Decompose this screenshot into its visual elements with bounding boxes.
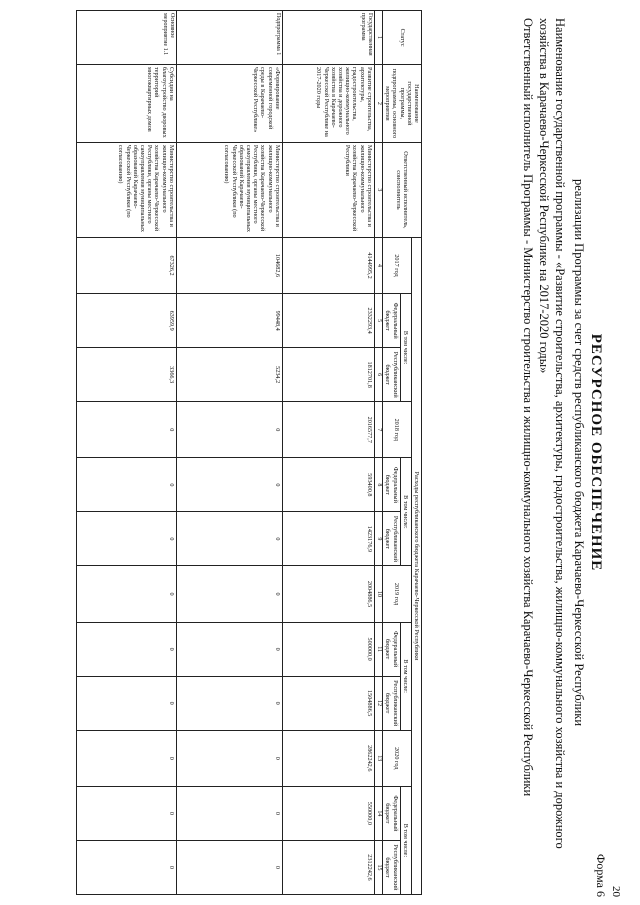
header-year-2019: 2019 год	[382, 566, 411, 622]
header-responsible: Ответственный исполнитель, соисполнитель	[382, 142, 421, 237]
value-2017-total: 4144995,2	[282, 237, 374, 293]
col-number: 15	[374, 840, 382, 894]
value-2019-federal: 0	[76, 622, 176, 676]
row-responsible: Министерство строительства и жилищно-коммунального хозяйства Карачаево-Черкесской Республики, органы местного самоуправления муниципальных образований Карачаево-Черкесской Республики (по согласованию)	[176, 142, 282, 237]
header-republican-2020: Республиканский бюджет	[382, 840, 400, 894]
value-2017-federal: 99448,4	[176, 294, 282, 348]
header-year-2017: 2017 год	[382, 237, 411, 293]
col-number: 6	[374, 348, 382, 402]
col-number: 12	[374, 676, 382, 730]
table-row	[282, 11, 374, 895]
header-republican-2017: Республиканский бюджет	[382, 348, 400, 402]
header-status: Статус	[382, 11, 421, 65]
value-2020-republican: 0	[176, 840, 282, 894]
header-including-2018: В том числе:	[401, 458, 412, 566]
header-republican-2019: Республиканский бюджет	[382, 676, 400, 730]
value-2020-federal: 550000,0	[282, 786, 374, 840]
value-2018-federal: 593400,8	[282, 458, 374, 512]
col-number: 2	[374, 65, 382, 143]
value-2017-total: 67326,2	[76, 237, 176, 293]
col-number: 8	[374, 458, 382, 512]
table-row	[176, 11, 282, 895]
value-2017-republican: 1812701,8	[282, 348, 374, 402]
col-number: 9	[374, 512, 382, 566]
program-name: Наименование государственной программы - «Развитие строительства, архитектуры, градостроительства, жилищно-коммунального хозяйства и дорожного хозяйства в Карачаево-Черкесской Республике на 2017-2020 годы»	[537, 18, 567, 849]
header-republican-2018: Республиканский бюджет	[382, 512, 400, 566]
value-2020-federal: 0	[176, 786, 282, 840]
document-title: РЕСУРСНОЕ ОБЕСПЕЧЕНИЕ	[588, 333, 604, 572]
header-year-2018: 2018 год	[382, 402, 411, 458]
value-2020-total: 0	[76, 730, 176, 786]
value-2017-federal: 2332293,4	[282, 294, 374, 348]
value-2017-federal: 63959,9	[76, 294, 176, 348]
page-number: 20	[610, 886, 622, 897]
col-number: 10	[374, 566, 382, 622]
value-2019-republican: 0	[76, 676, 176, 730]
program-executor: Ответственный исполнитель Программы - Министерство строительства и жилищно-коммунального хозяйства Карачаево-Черкесской Республики	[521, 18, 535, 797]
col-number: 7	[374, 402, 382, 458]
row-name: Субсидии на благоустройство дворовых территорий многоквартирных домов	[76, 65, 176, 143]
form-label: Форма 6	[594, 853, 608, 897]
table-row	[76, 11, 176, 895]
header-expenses: Расходы республиканского бюджета Карачаево-Черкесской Республики	[411, 237, 421, 894]
value-2019-total: 0	[76, 566, 176, 622]
value-2018-republican: 0	[76, 512, 176, 566]
value-2018-federal: 0	[76, 458, 176, 512]
value-2018-federal: 0	[176, 458, 282, 512]
value-2020-total: 0	[176, 730, 282, 786]
value-2019-republican: 0	[176, 676, 282, 730]
value-2018-republican: 0	[176, 512, 282, 566]
value-2017-republican: 5234,2	[176, 348, 282, 402]
col-number: 1	[374, 11, 382, 65]
value-2020-federal: 0	[76, 786, 176, 840]
value-2019-federal: 0	[176, 622, 282, 676]
row-responsible: Министерство строительства и жилищно-коммунального хозяйства Карачаево-Черкесской Республики	[282, 142, 374, 237]
value-2020-total: 2862242,6	[282, 730, 374, 786]
header-including-2019: В том числе:	[401, 622, 412, 730]
value-2017-republican: 3366,3	[76, 348, 176, 402]
header-including-2017: В том числе:	[401, 294, 412, 402]
row-responsible: Министерство строительства и жилищно-коммунального хозяйства Карачаево-Черкесской Республики, органы местного самоуправления муниципальных образований Карачаево-Черкесской Республики (по согласованию)	[76, 142, 176, 237]
col-number: 13	[374, 730, 382, 786]
header-federal-2019: Федеральный бюджет	[382, 622, 400, 676]
document-subtitle: реализации Программы за счет средств республиканского бюджета Карачаево-Черкесской Республики	[572, 178, 586, 727]
value-2019-total: 2004886,5	[282, 566, 374, 622]
value-2020-republican: 0	[76, 840, 176, 894]
row-status: Подпрограмма 1	[176, 11, 282, 65]
row-name: «Формирование современной городской среды в Карачаево-Черкесской Республике»	[176, 65, 282, 143]
header-year-2020: 2020 год	[382, 730, 411, 786]
row-name: Развитие строительства, архитектуры, градостроительства, жилищно-коммунального хозяйства и дорожного хозяйства в Карачаево-Черкесской Республике на 2017-2020 годы	[282, 65, 374, 143]
col-number: 5	[374, 294, 382, 348]
resource-table	[76, 10, 422, 895]
header-including-2020: В том числе:	[401, 786, 412, 894]
value-2018-total: 2016577,7	[282, 402, 374, 458]
value-2017-total: 104682,6	[176, 237, 282, 293]
col-number: 14	[374, 786, 382, 840]
header-federal-2020: Федеральный бюджет	[382, 786, 400, 840]
row-status: Государственная программа	[282, 11, 374, 65]
col-number: 3	[374, 142, 382, 237]
col-number: 4	[374, 237, 382, 293]
value-2020-republican: 2312242,6	[282, 840, 374, 894]
header-name: Наименование государственной программы, подпрограммы, основного мероприятия	[382, 65, 421, 143]
row-status: Основное мероприятие 1.1	[76, 11, 176, 65]
value-2019-federal: 500000,0	[282, 622, 374, 676]
value-2019-total: 0	[176, 566, 282, 622]
header-federal-2017: Федеральный бюджет	[382, 294, 400, 348]
header-federal-2018: Федеральный бюджет	[382, 458, 400, 512]
value-2019-republican: 1504886,5	[282, 676, 374, 730]
value-2018-total: 0	[176, 402, 282, 458]
value-2018-republican: 1423176,9	[282, 512, 374, 566]
col-number: 11	[374, 622, 382, 676]
program-description	[520, 18, 568, 898]
value-2018-total: 0	[76, 402, 176, 458]
